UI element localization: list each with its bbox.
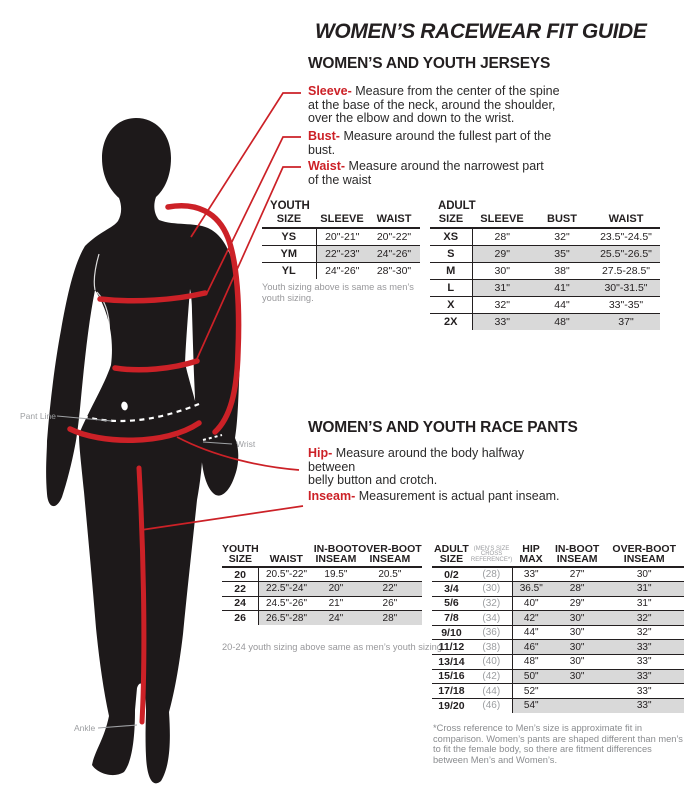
header-line: INSEAM	[369, 553, 411, 565]
header-line: SIZE	[439, 553, 464, 565]
value-cell: 30"	[636, 569, 652, 581]
value-cell: 32"	[554, 230, 570, 243]
value-cell: 25.5"-26.5"	[592, 245, 660, 262]
table-row	[432, 684, 684, 699]
value-cell: 33"	[523, 569, 539, 581]
value-cell: 30"	[472, 262, 532, 279]
value-cell: 46"	[512, 640, 550, 655]
col-header: WAIST	[368, 213, 420, 228]
value-cell: 26"	[358, 596, 422, 611]
mens-xref-cell: (32)	[471, 596, 512, 611]
hip-line2: belly button and crotch.	[308, 473, 438, 487]
value-cell: 36.5"	[512, 582, 550, 597]
col-header	[512, 544, 550, 567]
header-line: MAX	[519, 553, 543, 565]
size-cell: YS	[262, 228, 316, 245]
value-cell: 54"	[512, 698, 550, 713]
size-cell: YM	[262, 245, 316, 262]
value-cell: 31"	[604, 582, 684, 597]
size-cell: X	[430, 296, 472, 313]
value-cell: 24.5"-26"	[259, 596, 314, 611]
value-cell: 28"-30"	[368, 262, 420, 279]
table-row	[222, 582, 422, 597]
youth-jersey-label: YOUTH	[270, 200, 310, 212]
value-cell: 33"-35"	[592, 296, 660, 313]
value-cell: 24"-26"	[368, 245, 420, 262]
table-row	[222, 567, 422, 582]
value-cell: 24"-26"	[316, 262, 368, 279]
hip-line1: Measure around the body halfway between	[308, 446, 525, 474]
col-header: SLEEVE	[472, 213, 532, 228]
size-cell: 11/12	[432, 640, 471, 655]
header-line: REFERENCE*)	[470, 557, 513, 564]
size-cell: M	[430, 262, 472, 279]
value-cell: 32"	[472, 296, 532, 313]
value-cell: 28"	[358, 611, 422, 626]
header-line: OVER-BOOT	[612, 544, 677, 555]
header-line: INSEAM	[315, 553, 357, 565]
value-cell	[550, 684, 605, 699]
header-line: HIP	[522, 544, 540, 555]
size-cell: 7/8	[432, 611, 471, 626]
adult-jersey-table	[430, 200, 660, 330]
header-line: INSEAM	[556, 553, 598, 565]
mens-xref-cell: (46)	[471, 698, 512, 713]
wrist-label: Wrist	[236, 439, 256, 449]
inseam-line1: Measurement is actual pant inseam.	[358, 489, 560, 503]
mens-xref-cell: (30)	[471, 582, 512, 597]
value-cell: 24"	[314, 611, 358, 626]
value-cell: 33"	[472, 313, 532, 330]
sleeve-line2: at the base of the neck, around the shoulder,	[308, 97, 556, 112]
value-cell: 32"	[604, 611, 684, 626]
value-cell: 40"	[512, 596, 550, 611]
youth-jersey-table	[262, 200, 420, 279]
table-row	[430, 296, 660, 313]
table-row	[432, 655, 684, 670]
value-cell: 31"	[472, 279, 532, 296]
value-cell: 20.5"-22"	[265, 569, 307, 581]
size-cell: 2X	[430, 313, 472, 330]
youth-jersey-note: Youth sizing above is same as men’s youth sizing.	[262, 282, 414, 303]
size-cell: 24	[222, 596, 259, 611]
value-cell: 38"	[532, 262, 592, 279]
value-cell: 35"	[532, 245, 592, 262]
size-cell: S	[430, 245, 472, 262]
value-cell: 33"	[604, 698, 684, 713]
cross-reference-footnote: *Cross reference to Men’s size is approximate fit in comparison. Women’s pants are shaped different than men’s to fit the female body, so there are fitment differences between Men’s and Women’s.	[433, 723, 683, 765]
value-cell: 37"	[592, 313, 660, 330]
col-header: WAIST	[592, 213, 660, 228]
value-cell: 23.5"-24.5"	[600, 230, 652, 243]
table-row	[432, 640, 684, 655]
size-cell: 0/2	[444, 568, 459, 581]
sleeve-line1: Measure from the center of the spine	[355, 84, 560, 98]
table-row	[262, 245, 420, 262]
value-cell: 33"	[604, 684, 684, 699]
value-cell	[550, 698, 605, 713]
size-cell: 22	[222, 582, 259, 597]
header-line: IN-BOOT	[313, 544, 359, 555]
mens-xref-cell: (44)	[471, 684, 512, 699]
col-header	[222, 544, 259, 567]
table-row	[222, 596, 422, 611]
sleeve-definition	[308, 85, 570, 126]
size-cell: 3/4	[432, 582, 471, 597]
table-header-row	[222, 544, 422, 567]
jerseys-section-heading: WOMEN’S AND YOUTH JERSEYS	[308, 55, 551, 72]
header-line: CROSS	[480, 551, 503, 558]
mens-xref-cell: (36)	[471, 625, 512, 640]
waist-line2: of the waist	[308, 172, 372, 187]
value-cell: 26.5"-28"	[259, 611, 314, 626]
table-row	[432, 625, 684, 640]
header-line: ADULT	[434, 544, 469, 555]
col-header: SIZE	[430, 213, 472, 228]
value-cell: 20"-21"	[325, 230, 360, 243]
value-cell: 33"	[604, 640, 684, 655]
value-cell: 33"	[604, 669, 684, 684]
hip-term: Hip-	[308, 446, 333, 460]
table-row	[432, 611, 684, 626]
col-header	[432, 544, 471, 567]
table-row	[432, 669, 684, 684]
value-cell: 41"	[532, 279, 592, 296]
table-row	[432, 596, 684, 611]
size-cell: 19/20	[432, 698, 471, 713]
table-row	[430, 228, 660, 245]
size-cell: 9/10	[432, 625, 471, 640]
hip-definition	[308, 447, 570, 488]
col-header: SIZE	[262, 213, 316, 228]
value-cell: 52"	[512, 684, 550, 699]
value-cell: 50"	[512, 669, 550, 684]
mens-xref-cell: (34)	[471, 611, 512, 626]
value-cell: 31"	[604, 596, 684, 611]
pant-line-label: Pant Line	[20, 411, 56, 421]
header-line: (MEN’S SIZE	[473, 545, 510, 552]
value-cell: 19.5"	[324, 569, 348, 581]
col-header: BUST	[532, 213, 592, 228]
value-cell: 33"	[604, 655, 684, 670]
inseam-definition	[308, 490, 570, 504]
value-cell: 22"	[358, 582, 422, 597]
value-cell: 22.5"-24"	[259, 582, 314, 597]
value-cell: 32"	[604, 625, 684, 640]
size-cell: YL	[262, 262, 316, 279]
value-cell: 30"	[550, 611, 605, 626]
sleeve-line3: over the elbow and down to the wrist.	[308, 111, 515, 125]
value-cell: 29"	[472, 245, 532, 262]
youth-pants-note: 20-24 youth sizing above same as men’s youth sizing	[222, 642, 442, 652]
size-cell: 17/18	[432, 684, 471, 699]
value-cell: 30"	[550, 669, 605, 684]
sleeve-term: Sleeve-	[308, 84, 352, 98]
value-cell: 44"	[532, 296, 592, 313]
header-line: OVER-BOOT	[358, 544, 422, 555]
value-cell: 22"-23"	[316, 245, 368, 262]
size-cell: 13/14	[432, 655, 471, 670]
col-header	[358, 544, 422, 567]
value-cell: 20"-22"	[376, 230, 412, 243]
value-cell: 44"	[512, 625, 550, 640]
youth-pants-table	[222, 544, 422, 625]
adult-jersey-label: ADULT	[438, 200, 476, 212]
mens-xref-cell: (28)	[471, 567, 512, 582]
table-row	[430, 262, 660, 279]
bust-term: Bust-	[308, 129, 340, 143]
value-cell: 48"	[512, 655, 550, 670]
header-line: WAIST	[269, 553, 303, 565]
table-row	[432, 582, 684, 597]
size-cell: XS	[430, 228, 472, 245]
table-row	[262, 262, 420, 279]
value-cell: 29"	[550, 596, 605, 611]
value-cell: 27.5-28.5"	[592, 262, 660, 279]
value-cell: 28"	[494, 230, 510, 243]
value-cell: 30"	[550, 655, 605, 670]
adult-pants-table	[432, 544, 684, 713]
table-row	[222, 611, 422, 626]
col-header	[550, 544, 605, 567]
mens-xref-cell: (38)	[471, 640, 512, 655]
ankle-label: Ankle	[74, 723, 96, 733]
col-header	[314, 544, 358, 567]
header-line: IN-BOOT	[554, 544, 600, 555]
size-cell: 15/16	[432, 669, 471, 684]
header-line: SIZE	[228, 553, 253, 565]
waist-term: Waist-	[308, 159, 346, 173]
table-row	[430, 279, 660, 296]
bust-definition	[308, 130, 570, 157]
mens-xref-cell: (42)	[471, 669, 512, 684]
col-header-mens-crossref	[471, 544, 512, 567]
inseam-term: Inseam-	[308, 489, 356, 503]
header-line: YOUTH	[222, 544, 259, 555]
col-header: SLEEVE	[316, 213, 368, 228]
table-header-row	[262, 213, 420, 228]
table-row	[262, 228, 420, 245]
mens-xref-cell: (40)	[471, 655, 512, 670]
value-cell: 30"-31.5"	[592, 279, 660, 296]
table-header-row	[432, 544, 684, 567]
table-row	[430, 313, 660, 330]
size-cell: L	[430, 279, 472, 296]
size-cell: 5/6	[432, 596, 471, 611]
value-cell: 42"	[512, 611, 550, 626]
table-header-row	[430, 213, 660, 228]
bust-line1: Measure around the fullest part of the bust.	[308, 129, 552, 157]
size-cell: 20	[222, 567, 259, 582]
waist-definition	[308, 160, 570, 187]
value-cell: 27"	[569, 569, 585, 581]
value-cell: 28"	[550, 582, 605, 597]
value-cell: 20"	[314, 582, 358, 597]
value-cell: 30"	[550, 640, 605, 655]
value-cell: 21"	[314, 596, 358, 611]
col-header	[259, 544, 314, 567]
col-header	[604, 544, 684, 567]
value-cell: 20.5"	[378, 569, 402, 581]
table-row	[430, 245, 660, 262]
page-title: WOMEN’S RACEWEAR FIT GUIDE	[315, 20, 647, 43]
table-row	[432, 567, 684, 582]
pants-section-heading: WOMEN’S AND YOUTH RACE PANTS	[308, 419, 578, 436]
value-cell: 48"	[532, 313, 592, 330]
table-row	[432, 698, 684, 713]
header-line: INSEAM	[623, 553, 665, 565]
waist-line1: Measure around the narrowest part	[348, 159, 544, 173]
size-cell: 26	[222, 611, 259, 626]
value-cell: 30"	[550, 625, 605, 640]
